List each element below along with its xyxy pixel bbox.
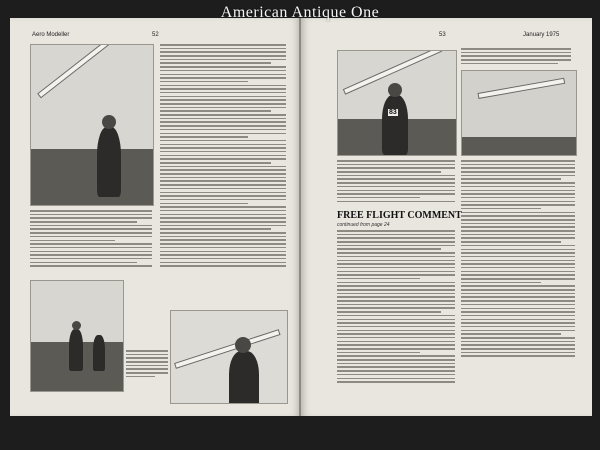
competitor-number: 83 [389, 109, 397, 116]
right-text-right-col [461, 160, 575, 359]
photo-glider-flier [30, 44, 154, 206]
section-heading: FREE FLIGHT COMMENT [337, 210, 462, 221]
section-heading-continued: continued from page 24 [337, 222, 390, 228]
right-page-number: 53 [439, 32, 446, 38]
right-page-date: January 1975 [523, 32, 560, 38]
left-column-text-bottom [30, 210, 152, 269]
right-page [301, 18, 592, 416]
photo-field-fliers [30, 280, 124, 392]
left-page-title: Aero Modeller [32, 32, 70, 38]
watermark: American Antique One [220, 4, 380, 21]
free-flight-comment-text [337, 230, 455, 385]
left-page-number: 52 [152, 32, 159, 38]
photo-competitor [337, 50, 457, 156]
right-text-left-col [337, 160, 455, 204]
left-column-text-top [160, 44, 286, 269]
magazine-spread [10, 18, 592, 416]
photo-caption-right [461, 48, 571, 66]
left-page [10, 18, 300, 416]
photo-glider-in-air [461, 70, 577, 156]
photo-man-with-model [170, 310, 288, 404]
photo-caption-left [126, 350, 168, 380]
